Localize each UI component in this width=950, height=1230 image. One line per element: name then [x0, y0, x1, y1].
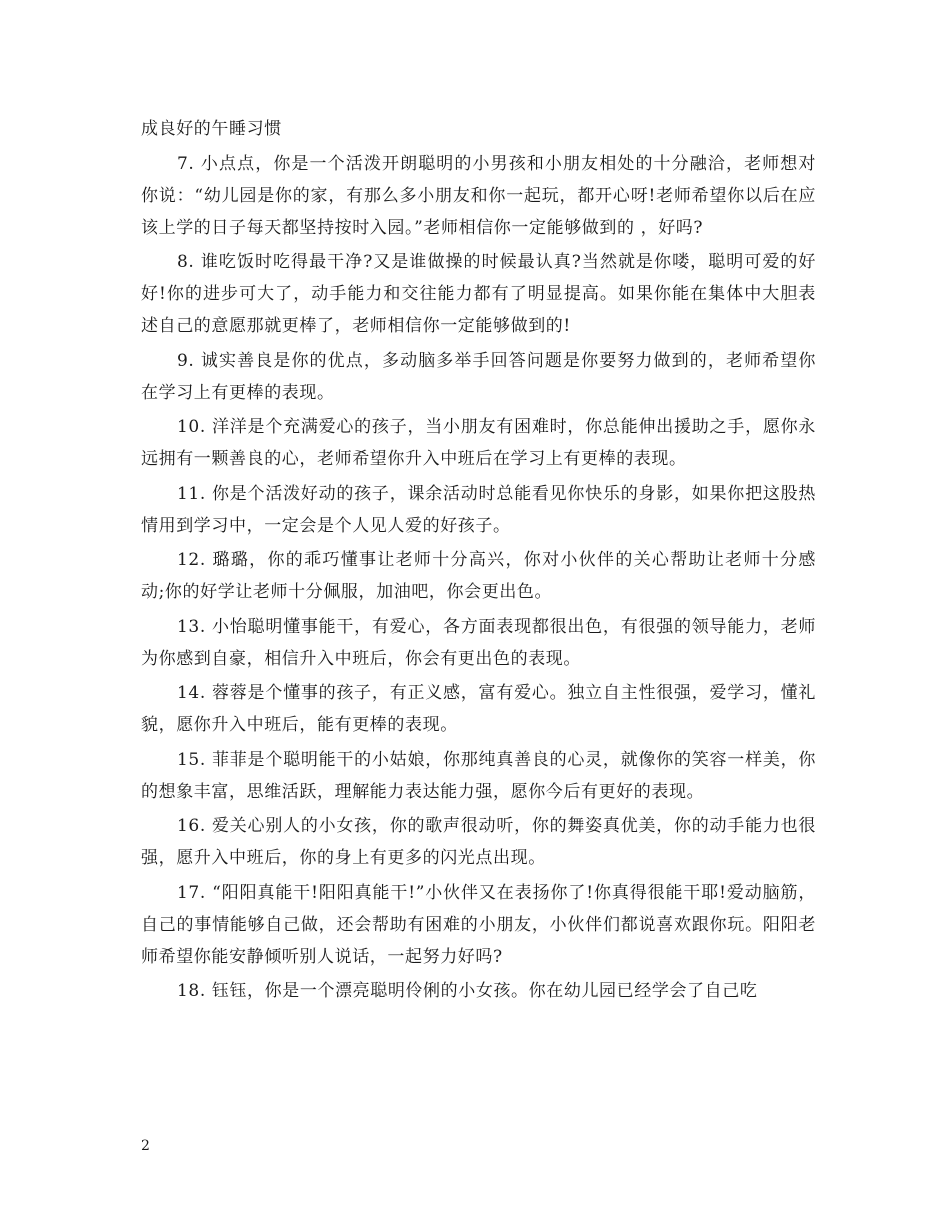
document-body	[141, 113, 816, 1010]
paragraph: 8. 谁吃饭时吃得最干净?又是谁做操的时候最认真?当然就是你喽，聪明可爱的好好!你的进步可大了，动手能力和交往能力都有了明显提高。如果你能在集体中大胆表述自己的意愿那就更棒了，老师相信你一定能够做到的!	[141, 252, 816, 336]
paragraph: 9. 诚实善良是你的优点，多动脑多举手回答问题是你要努力做到的，老师希望你在学习上有更棒的表现。	[141, 350, 816, 403]
paragraph: 12. 璐璐，你的乖巧懂事让老师十分高兴，你对小伙伴的关心帮助让老师十分感动;你的好学让老师十分佩服，加油吧，你会更出色。	[141, 550, 816, 602]
paragraph: 15. 菲菲是个聪明能干的小姑娘，你那纯真善良的心灵，就像你的笑容一样美，你的想象丰富，思维活跃，理解能力表达能力强，愿你今后有更好的表现。	[141, 749, 816, 802]
page-number: 2	[141, 1138, 150, 1154]
paragraph: 16. 爱关心别人的小女孩，你的歌声很动听，你的舞姿真优美，你的动手能力也很强，愿升入中班后，你的身上有更多的闪光点出现。	[141, 816, 816, 868]
paragraph: 13. 小怡聪明懂事能干，有爱心，各方面表现都很出色，有很强的领导能力，老师为你感到自豪，相信升入中班后，你会有更出色的表现。	[141, 616, 816, 669]
paragraph: 11. 你是个活泼好动的孩子，课余活动时总能看见你快乐的身影，如果你把这股热情用到学习中，一定会是个人见人爱的好孩子。	[141, 483, 816, 536]
paragraph: 14. 蓉蓉是个懂事的孩子，有正义感，富有爱心。独立自主性很强，爱学习，懂礼貌，愿你升入中班后，能有更棒的表现。	[141, 683, 816, 735]
paragraph: 10. 洋洋是个充满爱心的孩子，当小朋友有困难时，你总能伸出援助之手，愿你永远拥有一颗善良的心，老师希望你升入中班后在学习上有更棒的表现。	[141, 417, 816, 469]
paragraph: 18. 钰钰，你是一个漂亮聪明伶俐的小女孩。你在幼儿园已经学会了自己吃	[177, 981, 758, 1001]
paragraph: 7. 小点点，你是一个活泼开朗聪明的小男孩和小朋友相处的十分融洽，老师想对你说：“幼儿园是你的家，有那么多小朋友和你一起玩，都开心呀!老师希望你以后在应该上学的日子每天都坚持按时入园。”老师相信你一定能够做到的 ，好吗?	[141, 153, 816, 238]
paragraph: 17. “阳阳真能干!阳阳真能干!”小伙伴又在表扬你了!你真得很能干耶!爱动脑筋，自己的事情能够自己做，还会帮助有困难的小朋友，小伙伴们都说喜欢跟你玩。阳阳老师希望你能安静倾听别人说话，一起努力好吗?	[141, 882, 816, 967]
paragraph: 成良好的午睡习惯	[141, 119, 282, 139]
